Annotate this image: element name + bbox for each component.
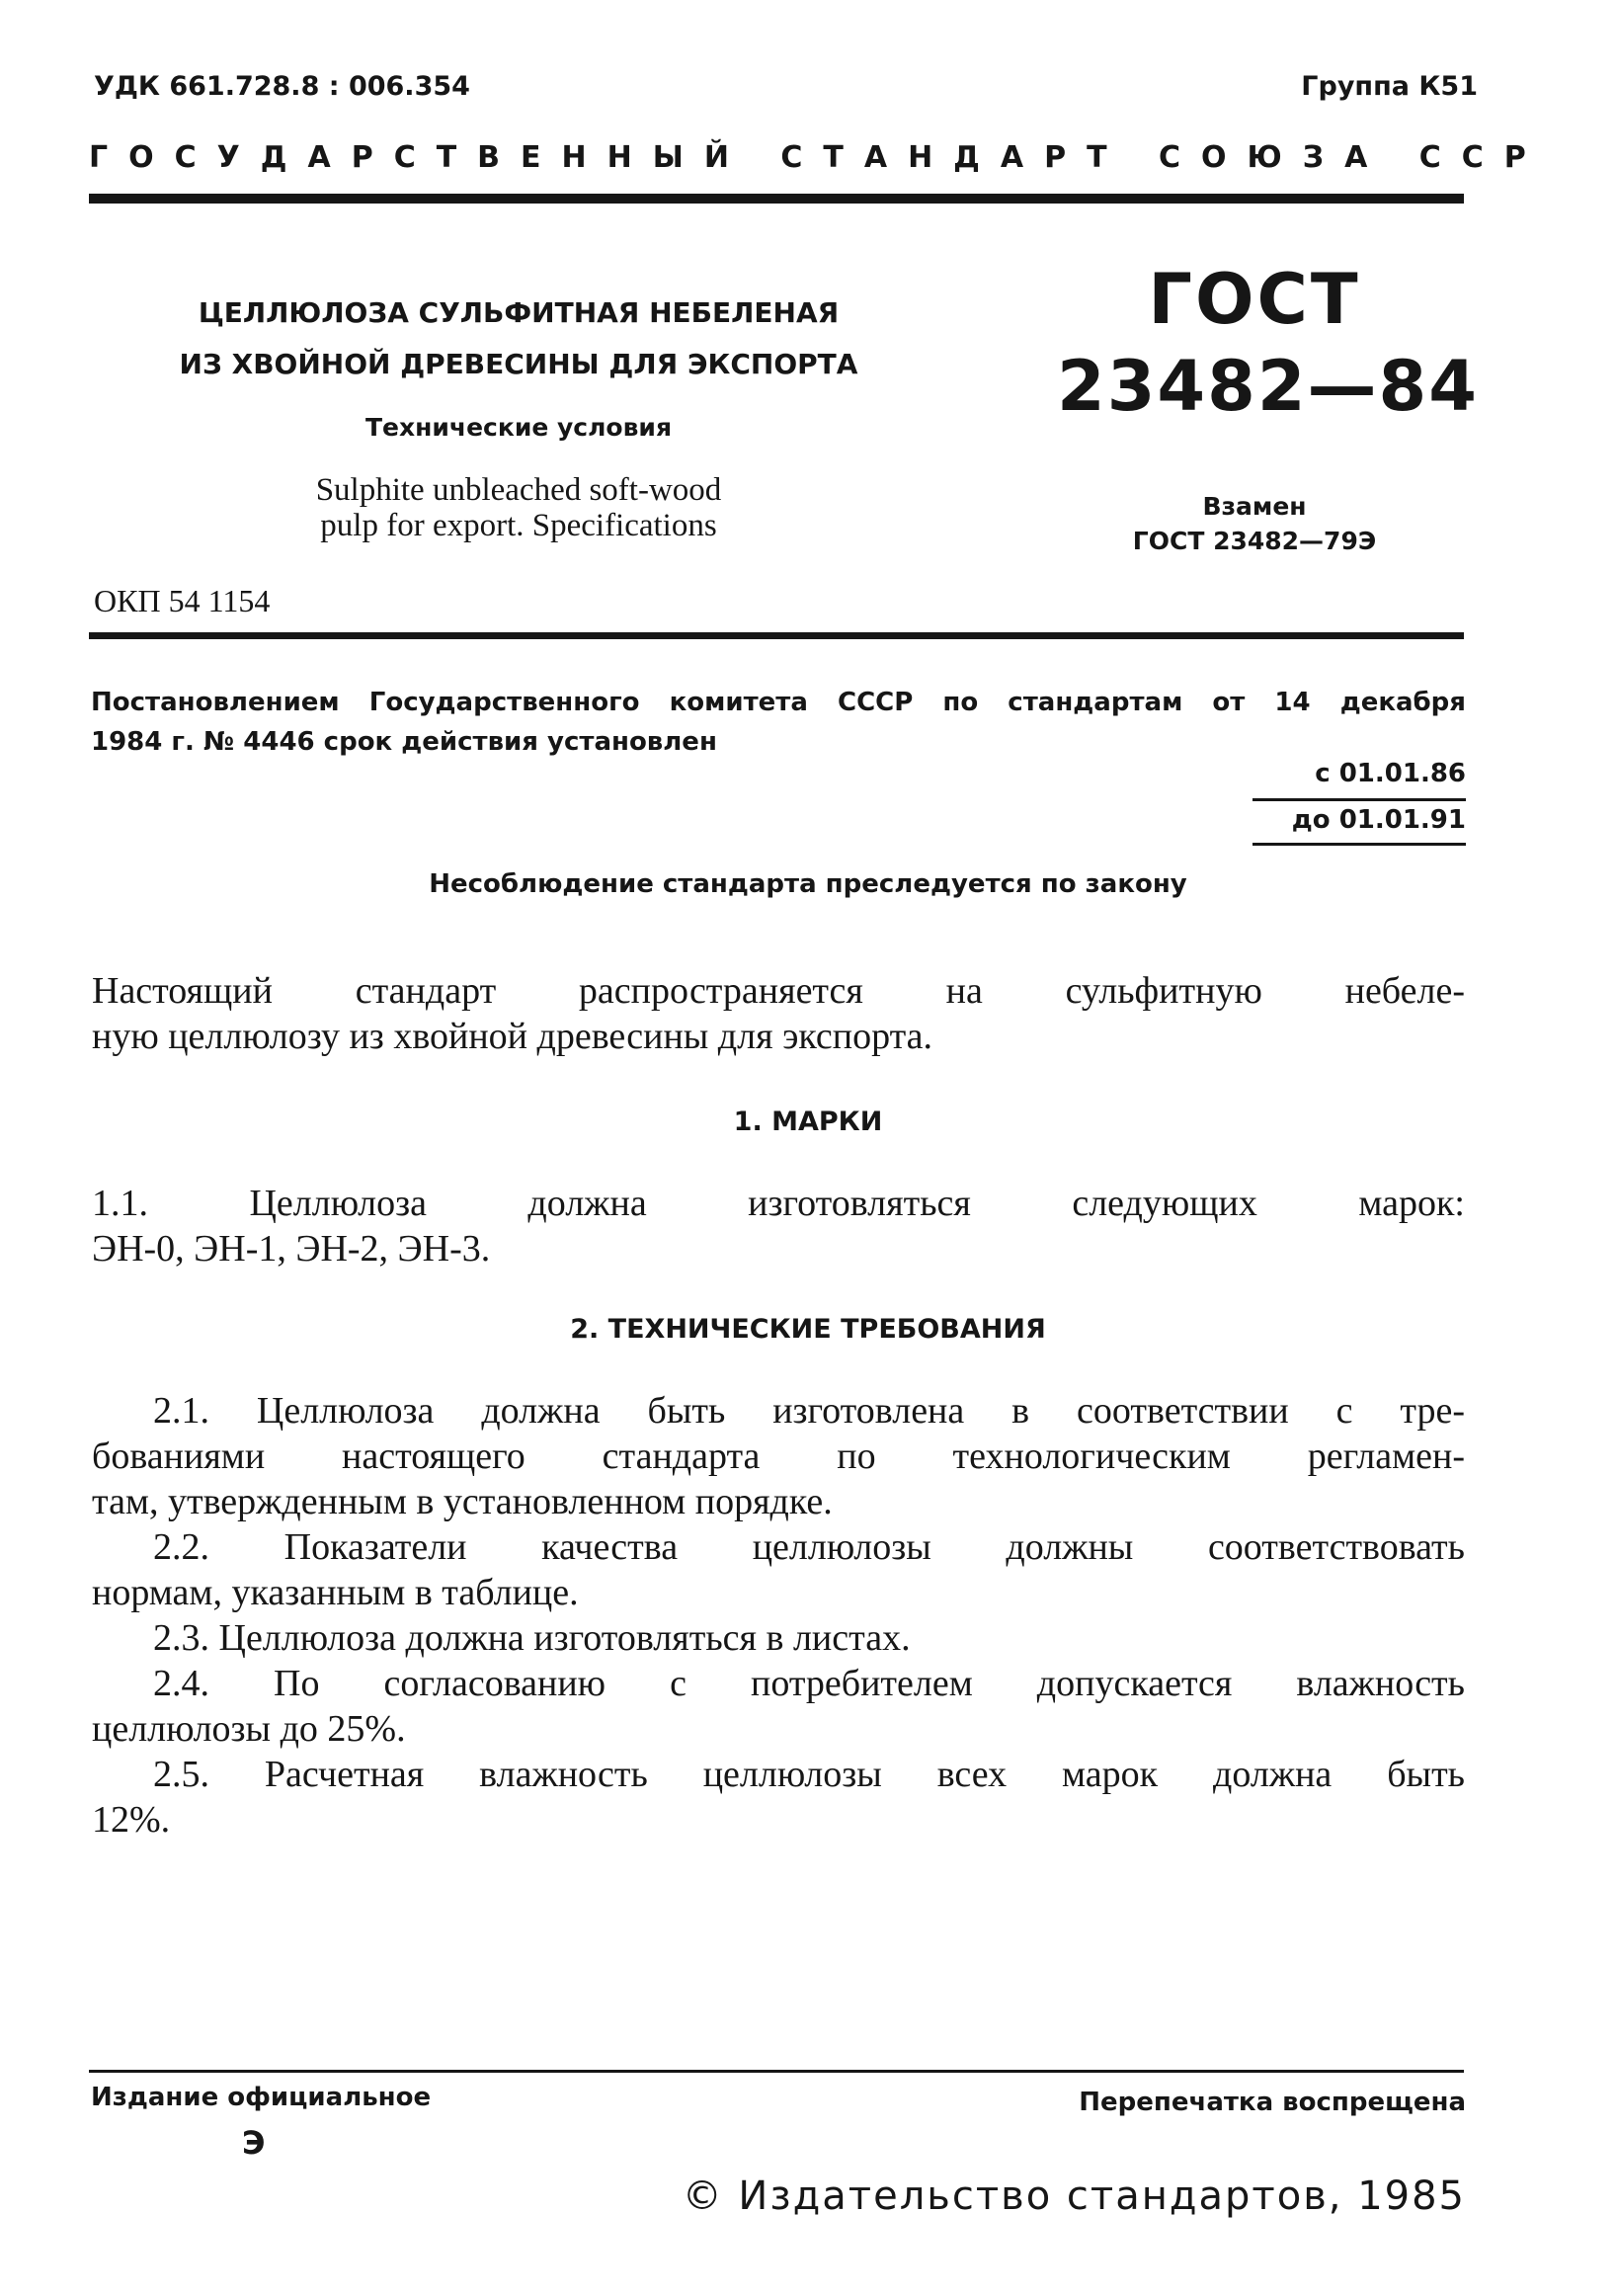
export-mark: Э <box>242 2124 266 2162</box>
section-2-p2-line-2: нормам, указанным в таблице. <box>92 1572 579 1613</box>
section-2-p3: 2.3. Целлюлоза должна изготовляться в листах. <box>153 1617 911 1659</box>
copyright-notice: © Издательство стандартов, 1985 <box>682 2173 1466 2219</box>
intro-line-1: Настоящий стандарт распространяется на сульфитную небеле- <box>92 970 1465 1012</box>
english-title-line-1: Sulphite unbleached soft-wood <box>315 472 722 508</box>
section-1-p1-line-1: 1.1. Целлюлоза должна изготовляться следующих марок: <box>92 1183 1465 1224</box>
subtitle: Технические условия <box>365 413 672 442</box>
date-rule-2 <box>1252 843 1466 846</box>
section-2-p2-line-1: 2.2. Показатели качества целлюлозы должны соответствовать <box>153 1526 1465 1568</box>
section-2-p1-line-3: там, утвержденным в установленном порядке. <box>92 1481 833 1522</box>
title-line-2: ИЗ ХВОЙНОЙ ДРЕВЕСИНЫ ДЛЯ ЭКСПОРТА <box>179 348 858 380</box>
decree-line-1: Постановлением Государственного комитета СССР по стандартам от 14 декабря <box>91 688 1466 717</box>
section-2-p1-line-2: бованиями настоящего стандарта по технологическим регламен- <box>92 1435 1465 1477</box>
effective-to: до 01.01.91 <box>1291 805 1466 835</box>
decree-line-2: 1984 г. № 4446 срок действия установлен <box>91 727 717 757</box>
section-1-p1-line-2: ЭН-0, ЭН-1, ЭН-2, ЭН-3. <box>92 1228 491 1270</box>
section-1-heading: 1. МАРКИ <box>733 1107 883 1137</box>
footer-divider <box>89 2070 1464 2073</box>
state-standard-banner: ГОСУДАРСТВЕННЫЙ СТАНДАРТ СОЮЗА ССР <box>89 140 1547 175</box>
gost-label: ГОСТ <box>1148 259 1361 340</box>
section-2-p4-line-2: целлюлозы до 25%. <box>92 1708 406 1750</box>
section-2-p5-line-1: 2.5. Расчетная влажность целлюлозы всех марок должна быть <box>153 1754 1465 1795</box>
intro-line-2: ную целлюлозу из хвойной древесины для экспорта. <box>92 1016 933 1057</box>
replaces-label: Взамен <box>1202 492 1307 521</box>
legal-notice: Несоблюдение стандарта преследуется по закону <box>429 869 1187 899</box>
replaces-standard: ГОСТ 23482—79Э <box>1132 527 1377 555</box>
section-2-p4-line-1: 2.4. По согласованию с потребителем допускается влажность <box>153 1663 1465 1704</box>
english-title-line-2: pulp for export. Specifications <box>320 508 717 543</box>
title-line-1: ЦЕЛЛЮЛОЗА СУЛЬФИТНАЯ НЕБЕЛЕНАЯ <box>198 296 840 329</box>
gost-number: 23482—84 <box>1057 346 1479 427</box>
title-divider <box>89 632 1464 639</box>
section-2-p1-line-1: 2.1. Целлюлоза должна быть изготовлена в соответствии с тре- <box>153 1390 1465 1432</box>
udk-code: УДК 661.728.8 : 006.354 <box>94 71 470 102</box>
reprint-notice: Перепечатка воспрещена <box>1079 2088 1466 2117</box>
section-2-p5-line-2: 12%. <box>92 1799 171 1841</box>
header-divider <box>89 194 1464 204</box>
date-rule-1 <box>1252 798 1466 801</box>
group-code: Группа К51 <box>1301 71 1478 102</box>
effective-from: с 01.01.86 <box>1315 759 1466 788</box>
section-2-heading: 2. ТЕХНИЧЕСКИЕ ТРЕБОВАНИЯ <box>570 1314 1046 1345</box>
official-edition: Издание официальное <box>91 2083 432 2112</box>
okp-code: ОКП 54 1154 <box>94 583 271 618</box>
